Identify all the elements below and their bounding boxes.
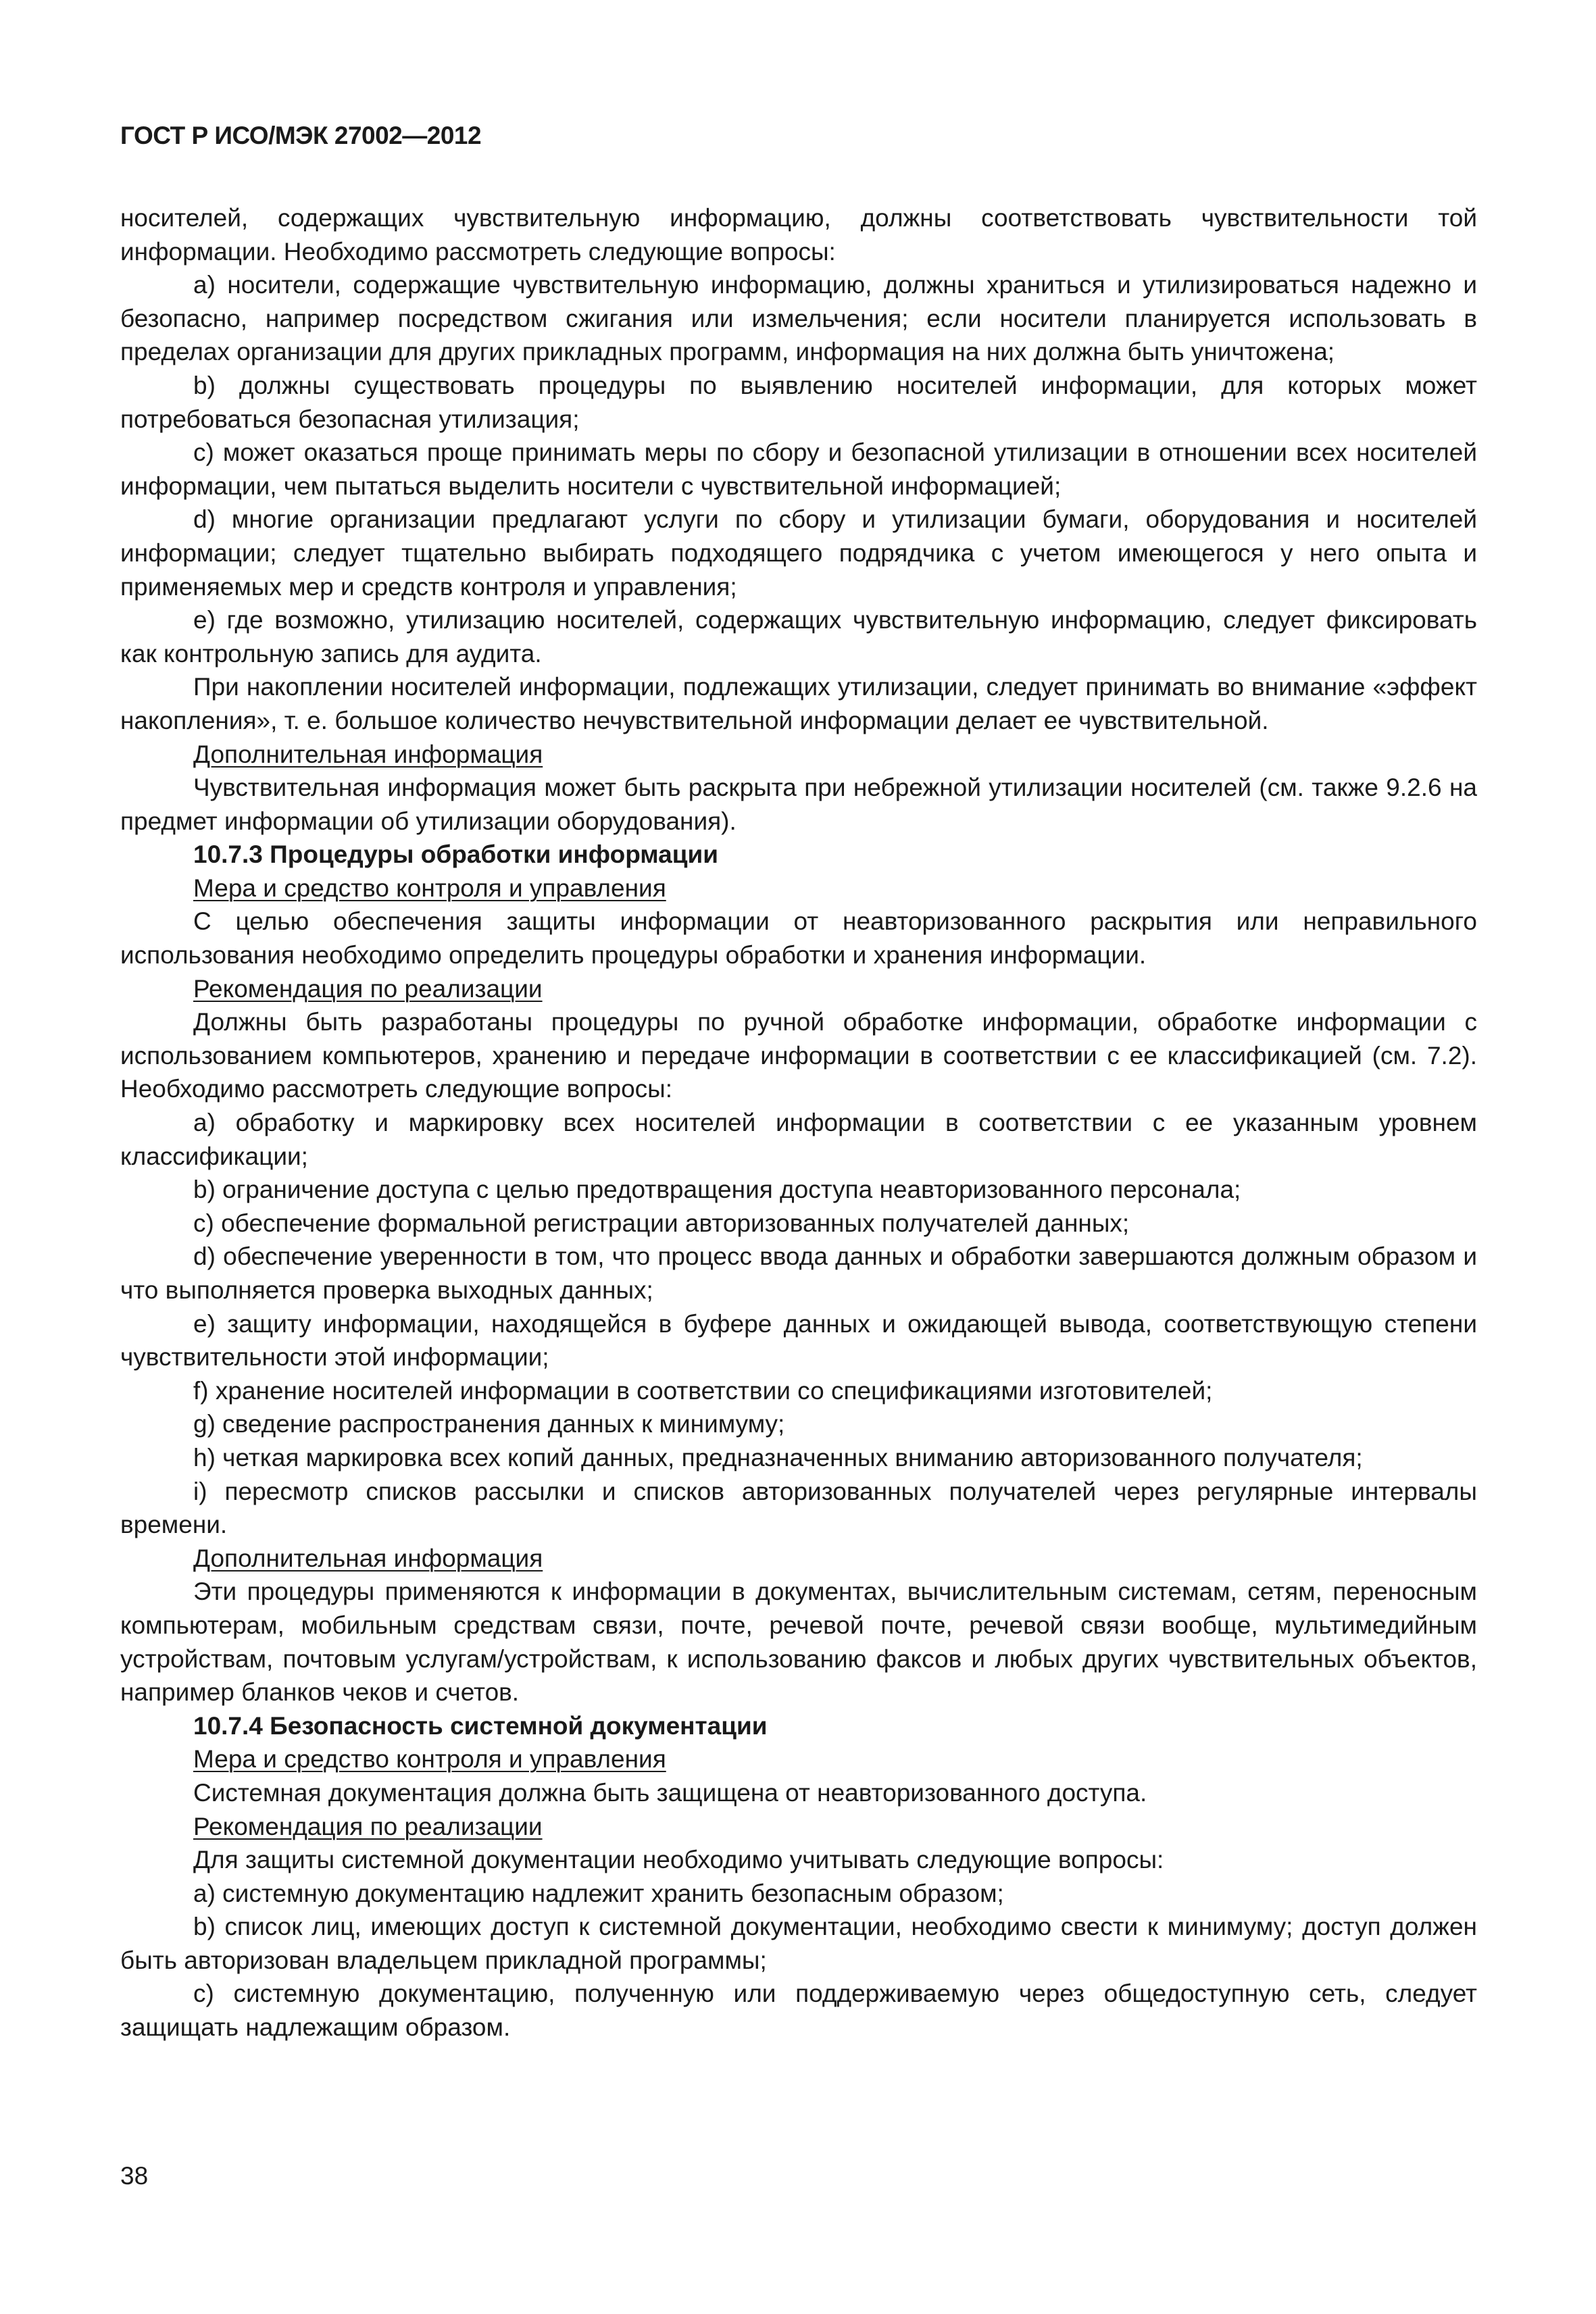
document-code-header: ГОСТ Р ИСО/МЭК 27002—2012	[120, 122, 482, 149]
list-item: g) сведение распространения данных к минимуму;	[193, 1410, 785, 1438]
list-item: a) обработку и маркировку всех носителей информации в соответствии с ее указанным уровнем классификации;	[120, 1109, 1477, 1170]
list-item: a) носители, содержащие чувствительную информацию, должны храниться и утилизироваться надежно и безопасно, например посредством сжигания или измельчения; если носители планируется использовать в пределах организации для других прикладных программ, информация на них должна быть уничтожена;	[120, 271, 1477, 366]
subheading-additional-info	[120, 738, 1477, 772]
list-item: f) хранение носителей информации в соответствии со спецификациями изготовителей;	[193, 1376, 1213, 1405]
paragraph: Должны быть разработаны процедуры по ручной обработке информации, обработке информации с использованием компьютеров, хранению и передаче информации в соответствии с ее классификацией (см. 7.2). Необходимо рассмотреть следующие вопросы:	[120, 1008, 1477, 1103]
paragraph: Эти процедуры применяются к информации в документах, вычислительным системам, сетям, переносным компьютерам, мобильным средствам связи, почте, речевой почте, речевой связи вообще, мультимедийным устройствам, почтовым услугам/устройствам, к использованию факсов и любых других чувствительных объектов, например бланков чеков и счетов.	[120, 1578, 1477, 1707]
paragraph: С целью обеспечения защиты информации от неавторизованного раскрытия или неправильного использования необходимо определить процедуры обработки и хранения информации.	[120, 907, 1477, 970]
list-item: c) обеспечение формальной регистрации авторизованных получателей данных;	[193, 1209, 1130, 1237]
subheading-guidance	[120, 1810, 1477, 1844]
page-number: 38	[120, 2162, 149, 2190]
list-item: e) где возможно, утилизацию носителей, содержащих чувствительную информацию, следует фиксировать как контрольную запись для аудита.	[120, 606, 1477, 668]
subheading-label: Рекомендация по реализации	[193, 1812, 543, 1840]
paragraph: Для защиты системной документации необходимо учитывать следующие вопросы:	[193, 1846, 1164, 1874]
list-item: b) список лиц, имеющих доступ к системной документации, необходимо свести к минимуму; доступ должен быть авторизован владельцем прикладной программы;	[120, 1913, 1477, 1974]
subheading-control	[120, 872, 1477, 905]
subheading-label: Мера и средство контроля и управления	[193, 1745, 666, 1774]
subheading-label: Дополнительная информация	[193, 740, 543, 768]
subheading-control	[120, 1742, 1477, 1776]
list-item: i) пересмотр списков рассылки и списков авторизованных получателей через регулярные интервалы времени.	[120, 1477, 1477, 1539]
subheading-label: Дополнительная информация	[193, 1544, 543, 1572]
list-item: d) многие организации предлагают услуги по сбору и утилизации бумаги, оборудования и носителей информации; следует тщательно выбирать подходящего подрядчика с учетом имеющегося у него опыта и применяемых мер и средств контроля и управления;	[120, 505, 1477, 601]
subheading-label: Мера и средство контроля и управления	[193, 874, 666, 902]
list-item: d) обеспечение уверенности в том, что процесс ввода данных и обработки завершаются должным образом и что выполняется проверка выходных данных;	[120, 1242, 1477, 1304]
paragraph: Чувствительная информация может быть раскрыта при небрежной утилизации носителей (см. также 9.2.6 на предмет информации об утилизации оборудования).	[120, 774, 1477, 835]
subheading-label: Рекомендация по реализации	[193, 974, 543, 1003]
list-item: h) четкая маркировка всех копий данных, предназначенных вниманию авторизованного получателя;	[193, 1443, 1363, 1472]
subheading-guidance	[120, 972, 1477, 1006]
paragraph: При накоплении носителей информации, подлежащих утилизации, следует принимать во внимание «эффект накопления», т. е. большое количество нечувствительной информации делает ее чувствительной.	[120, 673, 1477, 734]
list-item: c) может оказаться проще принимать меры по сбору и безопасной утилизации в отношении всех носителей информации, чем пытаться выделить носители с чувствительной информацией;	[120, 438, 1477, 500]
subheading-additional-info	[120, 1542, 1477, 1576]
list-item: b) должны существовать процедуры по выявлению носителей информации, для которых может потребоваться безопасная утилизация;	[120, 371, 1477, 433]
paragraph: носителей, содержащих чувствительную информацию, должны соответствовать чувствительности той информации. Необходимо рассмотреть следующие вопросы:	[120, 204, 1477, 266]
paragraph: Системная документация должна быть защищена от неавторизованного доступа.	[193, 1778, 1147, 1807]
list-item: a) системную документацию надлежит хранить безопасным образом;	[193, 1879, 1004, 1907]
list-item: b) ограничение доступа с целью предотвращения доступа неавторизованного персонала;	[193, 1176, 1241, 1204]
section-heading-10-7-4: 10.7.4 Безопасность системной документации	[193, 1711, 768, 1740]
list-item: e) защиту информации, находящейся в буфере данных и ожидающей вывода, соответствующую степени чувствительности этой информации;	[120, 1309, 1477, 1372]
section-heading-10-7-3: 10.7.3 Процедуры обработки информации	[193, 840, 718, 869]
list-item: c) системную документацию, полученную или поддерживаемую через общедоступную сеть, следует защищать надлежащим образом.	[120, 1980, 1477, 2042]
page-body	[120, 201, 1477, 2044]
